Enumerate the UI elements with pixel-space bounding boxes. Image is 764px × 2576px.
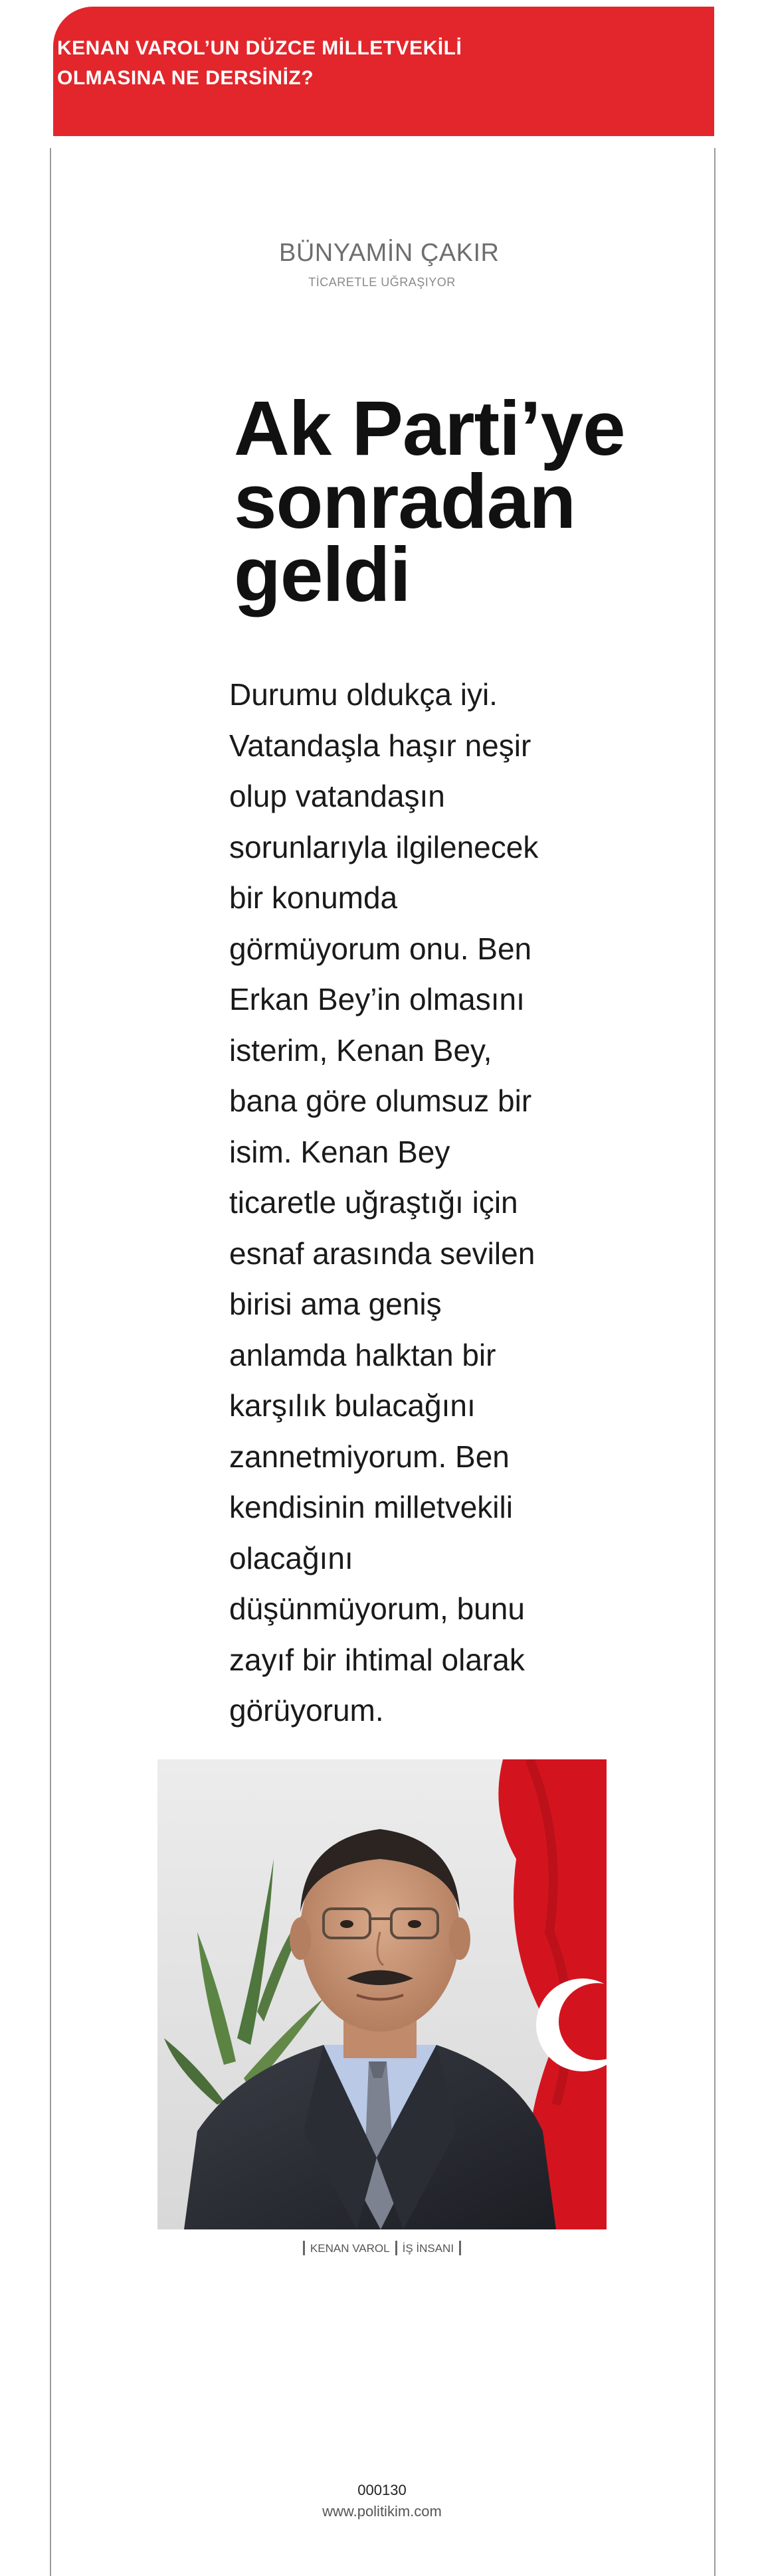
headline-line-1: Ak Parti’ye [234,385,625,471]
body-line: karşılık bulacağını [229,1388,476,1423]
caption-divider [459,2241,461,2255]
website-link[interactable]: www.politikim.com [322,2503,442,2520]
body-line: zayıf bir ihtimal olarak [229,1642,525,1677]
author-role: TİCARETLE UĞRAŞIYOR [308,276,456,289]
body-line: anlamda halktan bir [229,1337,496,1372]
body-line: zannetmiyorum. Ben [229,1439,510,1474]
portrait-illustration [157,1759,607,2229]
body-line: sorunlarıyla ilgilenecek [229,829,539,864]
caption-divider [395,2241,397,2255]
body-line: isterim, Kenan Bey, [229,1032,492,1068]
body-line: Durumu oldukça iyi. [229,677,498,712]
body-line: ticaretle uğraştığı için [229,1185,518,1220]
body-line: olup vatandaşın [229,779,445,813]
banner-question [57,33,628,93]
banner-question-line-1: KENAN VAROL’UN DÜZCE MİLLETVEKİLİ [57,37,462,59]
author-name: BÜNYAMİN ÇAKIR [279,239,500,267]
headline-line-2: sonradan [234,458,576,544]
portrait-photo [157,1759,607,2229]
headline-line-3: geldi [234,531,411,617]
body-line: Vatandaşla haşır neşir [229,728,531,763]
body-line: birisi ama geniş [229,1287,442,1321]
article-body [229,669,541,1736]
body-line: olacağını [229,1540,353,1575]
body-line: görüyorum. [229,1693,384,1728]
body-line: isim. Kenan Bey [229,1134,450,1169]
page-number: 000130 [357,2482,407,2498]
body-line: esnaf arasında sevilen [229,1236,535,1271]
headline [234,385,699,617]
banner-question-line-2: OLMASINA NE DERSİNİZ? [57,67,314,89]
body-line: bana göre olumsuz bir [229,1084,532,1118]
body-line: görmüyorum onu. Ben [229,931,532,966]
body-line: kendisinin milletvekili [229,1490,513,1524]
body-line: Erkan Bey’in olmasını [229,982,525,1016]
caption-name: KENAN VAROL [310,2242,390,2255]
caption-divider [303,2241,305,2255]
caption-role: İŞ İNSANI [402,2242,454,2255]
body-line: bir konumda [229,880,398,915]
photo-caption [0,2241,764,2255]
body-line: düşünmüyorum, bunu [229,1591,525,1626]
